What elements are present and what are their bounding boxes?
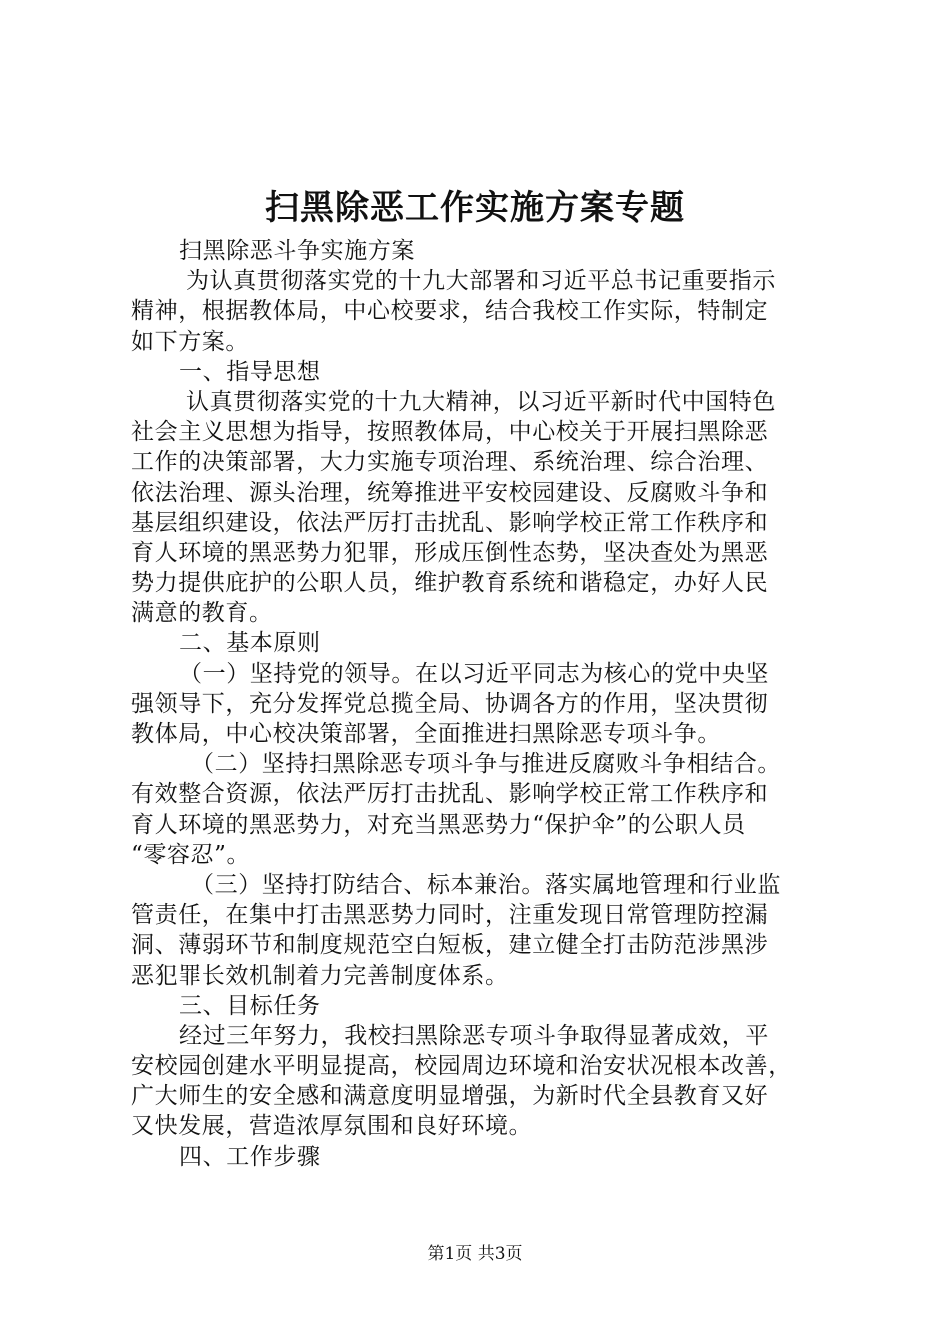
text-line: 工作的决策部署，大力实施专项治理、系统治理、综合治理、 (131, 449, 769, 476)
text-line: 经过三年努力，我校扫黑除恶专项斗争取得显著成效，平 (179, 1022, 769, 1049)
text-line: 洞、薄弱环节和制度规范空白短板，建立健全打击防范涉黑涉 (131, 932, 769, 959)
section-heading: 三、目标任务 (179, 992, 321, 1019)
text-line: 育人环境的黑恶势力，对充当黑恶势力“保护伞”的公职人员 (131, 811, 746, 838)
text-line: （一）坚持党的领导。在以习近平同志为核心的党中央坚 (179, 660, 769, 687)
text-line: 强领导下，充分发挥党总揽全局、协调各方的作用，坚决贯彻 (131, 690, 769, 717)
text-line: 为认真贯彻落实党的十九大部署和习近平总书记重要指示 (186, 268, 776, 295)
text-line: 基层组织建设，依法严厉打击扰乱、影响学校正常工作秩序和 (131, 509, 769, 536)
text-line: 精神，根据教体局，中心校要求，结合我校工作实际，特制定 (131, 298, 769, 325)
text-line: 教体局，中心校决策部署，全面推进扫黑除恶专项斗争。 (131, 721, 721, 747)
document-title: 扫黑除恶工作实施方案专题 (265, 188, 685, 228)
text-line: 认真贯彻落实党的十九大精神，以习近平新时代中国特色 (186, 388, 776, 415)
text-line: “零容忍”。 (131, 841, 251, 868)
text-line: 管责任，在集中打击黑恶势力同时，注重发现日常管理防控漏 (131, 902, 769, 929)
text-line: 广大师生的安全感和满意度明显增强，为新时代全县教育又好 (131, 1083, 769, 1110)
page-number: 第1页 共3页 (427, 1244, 523, 1264)
section-heading: 四、工作步骤 (179, 1143, 321, 1170)
text-line: 恶犯罪长效机制着力完善制度体系。 (131, 962, 509, 989)
text-line: 社会主义思想为指导，按照教体局，中心校关于开展扫黑除恶 (131, 419, 769, 446)
text-line: 又快发展，营造浓厚氛围和良好环境。 (131, 1113, 533, 1140)
document-body (131, 236, 831, 1172)
text-line: 满意的教育。 (131, 600, 273, 627)
text-line: 势力提供庇护的公职人员，维护教育系统和谐稳定，办好人民 (131, 570, 769, 597)
text-line: 依法治理、源头治理，统筹推进平安校园建设、反腐败斗争和 (131, 479, 769, 506)
text-line: 有效整合资源，依法严厉打击扰乱、影响学校正常工作秩序和 (131, 781, 769, 808)
text-line: 安校园创建水平明显提高，校园周边环境和治安状况根本改善， (131, 1053, 792, 1080)
subtitle-line: 扫黑除恶斗争实施方案 (179, 238, 415, 264)
text-line: （二）坚持扫黑除恶专项斗争与推进反腐败斗争相结合。 (191, 751, 781, 778)
section-heading: 二、基本原则 (179, 630, 321, 657)
section-heading: 一、指导思想 (179, 358, 321, 385)
text-line: 如下方案。 (131, 328, 249, 355)
text-line: （三）坚持打防结合、标本兼治。落实属地管理和行业监 (191, 871, 781, 898)
text-line: 育人环境的黑恶势力犯罪，形成压倒性态势，坚决查处为黑恶 (131, 539, 769, 566)
